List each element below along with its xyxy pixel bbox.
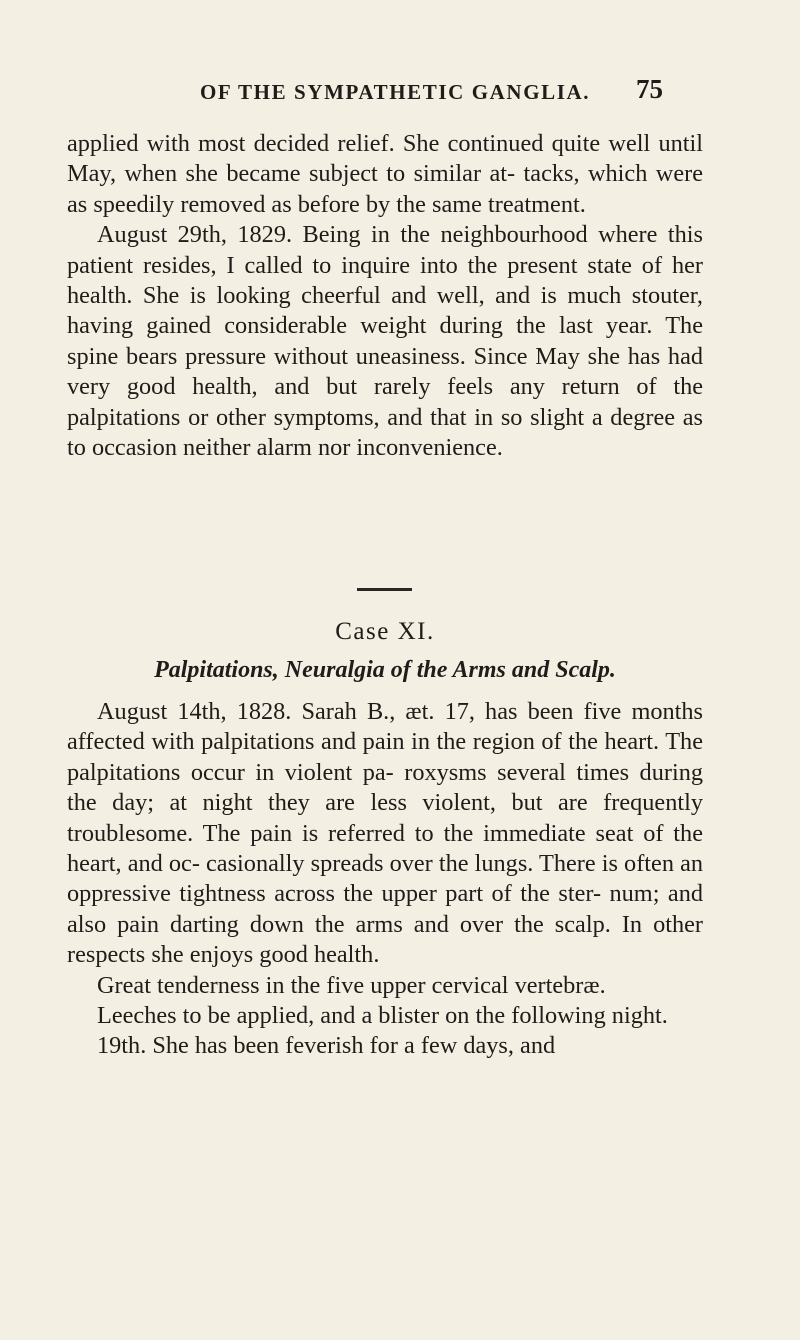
- case-subtitle: Palpitations, Neuralgia of the Arms and Scalp.: [154, 657, 616, 683]
- page-number: 75: [636, 74, 663, 104]
- paragraph: 19th. She has been feverish for a few days, and: [97, 1032, 556, 1060]
- text-block-bottom: [67, 697, 703, 1062]
- case-heading: Case XI.: [335, 618, 435, 645]
- paragraph: Leeches to be applied, and a blister on the following night.: [97, 1002, 668, 1030]
- paragraph: August 14th, 1828. Sarah B., æt. 17, has been five months affected with palpitations and pain in the region of the heart. The palpitations occur in violent pa- roxysms several times during the day; at night they are less violent, but are frequently troublesome. The pain is referred to the immediate seat of the heart, and oc- casionally spreads over the lungs. There is often an oppressive tightness across the upper part of the ster- num; and also pain darting down the arms and over the scalp. In other respects she enjoys good health.: [67, 698, 703, 969]
- paragraph: Great tenderness in the five upper cervical vertebræ.: [97, 971, 606, 999]
- section-divider: [357, 588, 412, 591]
- text-block-top: [67, 129, 703, 463]
- paragraph: applied with most decided relief. She continued quite well until May, when she became subject to similar at- tacks, which were as speedily removed as before by the same treatment.: [67, 130, 703, 218]
- paragraph: August 29th, 1829. Being in the neighbourhood where this patient resides, I called to inquire into the present state of her health. She is looking cheerful and well, and is much stouter, having gained considerable weight during the last year. The spine bears pressure without uneasiness. Since May she has had very good health, and but rarely feels any return of the palpitations or other symptoms, and that in so slight a degree as to occasion neither alarm nor inconvenience.: [67, 221, 703, 462]
- running-head: OF THE SYMPATHETIC GANGLIA.: [200, 80, 591, 104]
